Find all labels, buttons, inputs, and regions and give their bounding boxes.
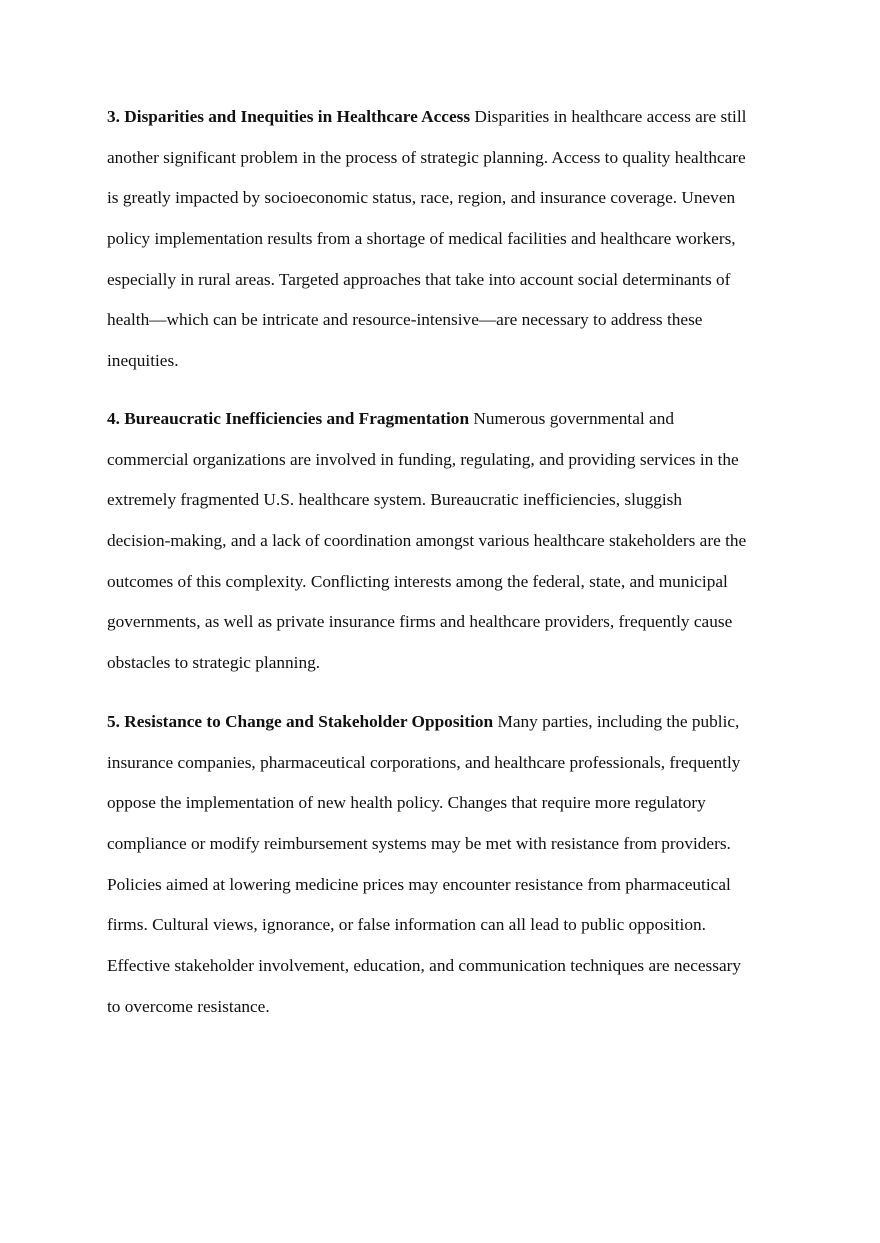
text-line: firms. Cultural views, ignorance, or false information can all lead to public opposition. <box>107 915 706 935</box>
text-line: extremely fragmented U.S. healthcare system. Bureaucratic inefficiencies, sluggish <box>107 490 683 510</box>
text-line: obstacles to strategic planning. <box>107 653 321 673</box>
text-line: Policies aimed at lowering medicine prices may encounter resistance from pharmaceutical <box>107 874 731 894</box>
text-line: compliance or modify reimbursement systems may be met with resistance from providers. <box>107 834 731 854</box>
text-line: insurance companies, pharmaceutical corporations, and healthcare professionals, frequently <box>107 752 741 772</box>
text-line: another significant problem in the process of strategic planning. Access to quality healthcare <box>107 147 746 167</box>
paragraph-resistance <box>107 702 807 1028</box>
text-line <box>107 97 807 138</box>
text-line: outcomes of this complexity. Conflicting interests among the federal, state, and municipal <box>107 571 728 591</box>
text-line <box>107 702 807 743</box>
text-line: governments, as well as private insurance firms and healthcare providers, frequently cause <box>107 612 733 632</box>
text-line: oppose the implementation of new health policy. Changes that require more regulatory <box>107 793 706 813</box>
text-line: is greatly impacted by socioeconomic status, race, region, and insurance coverage. Uneven <box>107 188 736 208</box>
section-heading: 3. Disparities and Inequities in Healthcare Access <box>107 107 471 126</box>
text-line: decision-making, and a lack of coordination amongst various healthcare stakeholders are the <box>107 531 747 551</box>
section-heading: 5. Resistance to Change and Stakeholder Opposition <box>107 712 494 731</box>
text-line: Effective stakeholder involvement, education, and communication techniques are necessary <box>107 956 742 976</box>
section-heading: 4. Bureaucratic Inefficiencies and Fragmentation <box>107 409 470 428</box>
text-line: commercial organizations are involved in funding, regulating, and providing services in the <box>107 449 739 469</box>
text-line <box>107 399 807 440</box>
text-line-content: Disparities in healthcare access are still <box>470 107 747 126</box>
text-line-content: Numerous governmental and <box>469 409 674 428</box>
text-line-content: Many parties, including the public, <box>493 712 740 731</box>
paragraph-disparities <box>107 97 807 382</box>
text-line: policy implementation results from a shortage of medical facilities and healthcare workers, <box>107 229 736 249</box>
text-line: health—which can be intricate and resource-intensive—are necessary to address these <box>107 310 703 330</box>
text-line: inequities. <box>107 351 179 371</box>
paragraph-bureaucratic <box>107 399 807 684</box>
text-line: to overcome resistance. <box>107 996 270 1016</box>
text-line: especially in rural areas. Targeted approaches that take into account social determinants of <box>107 269 731 289</box>
